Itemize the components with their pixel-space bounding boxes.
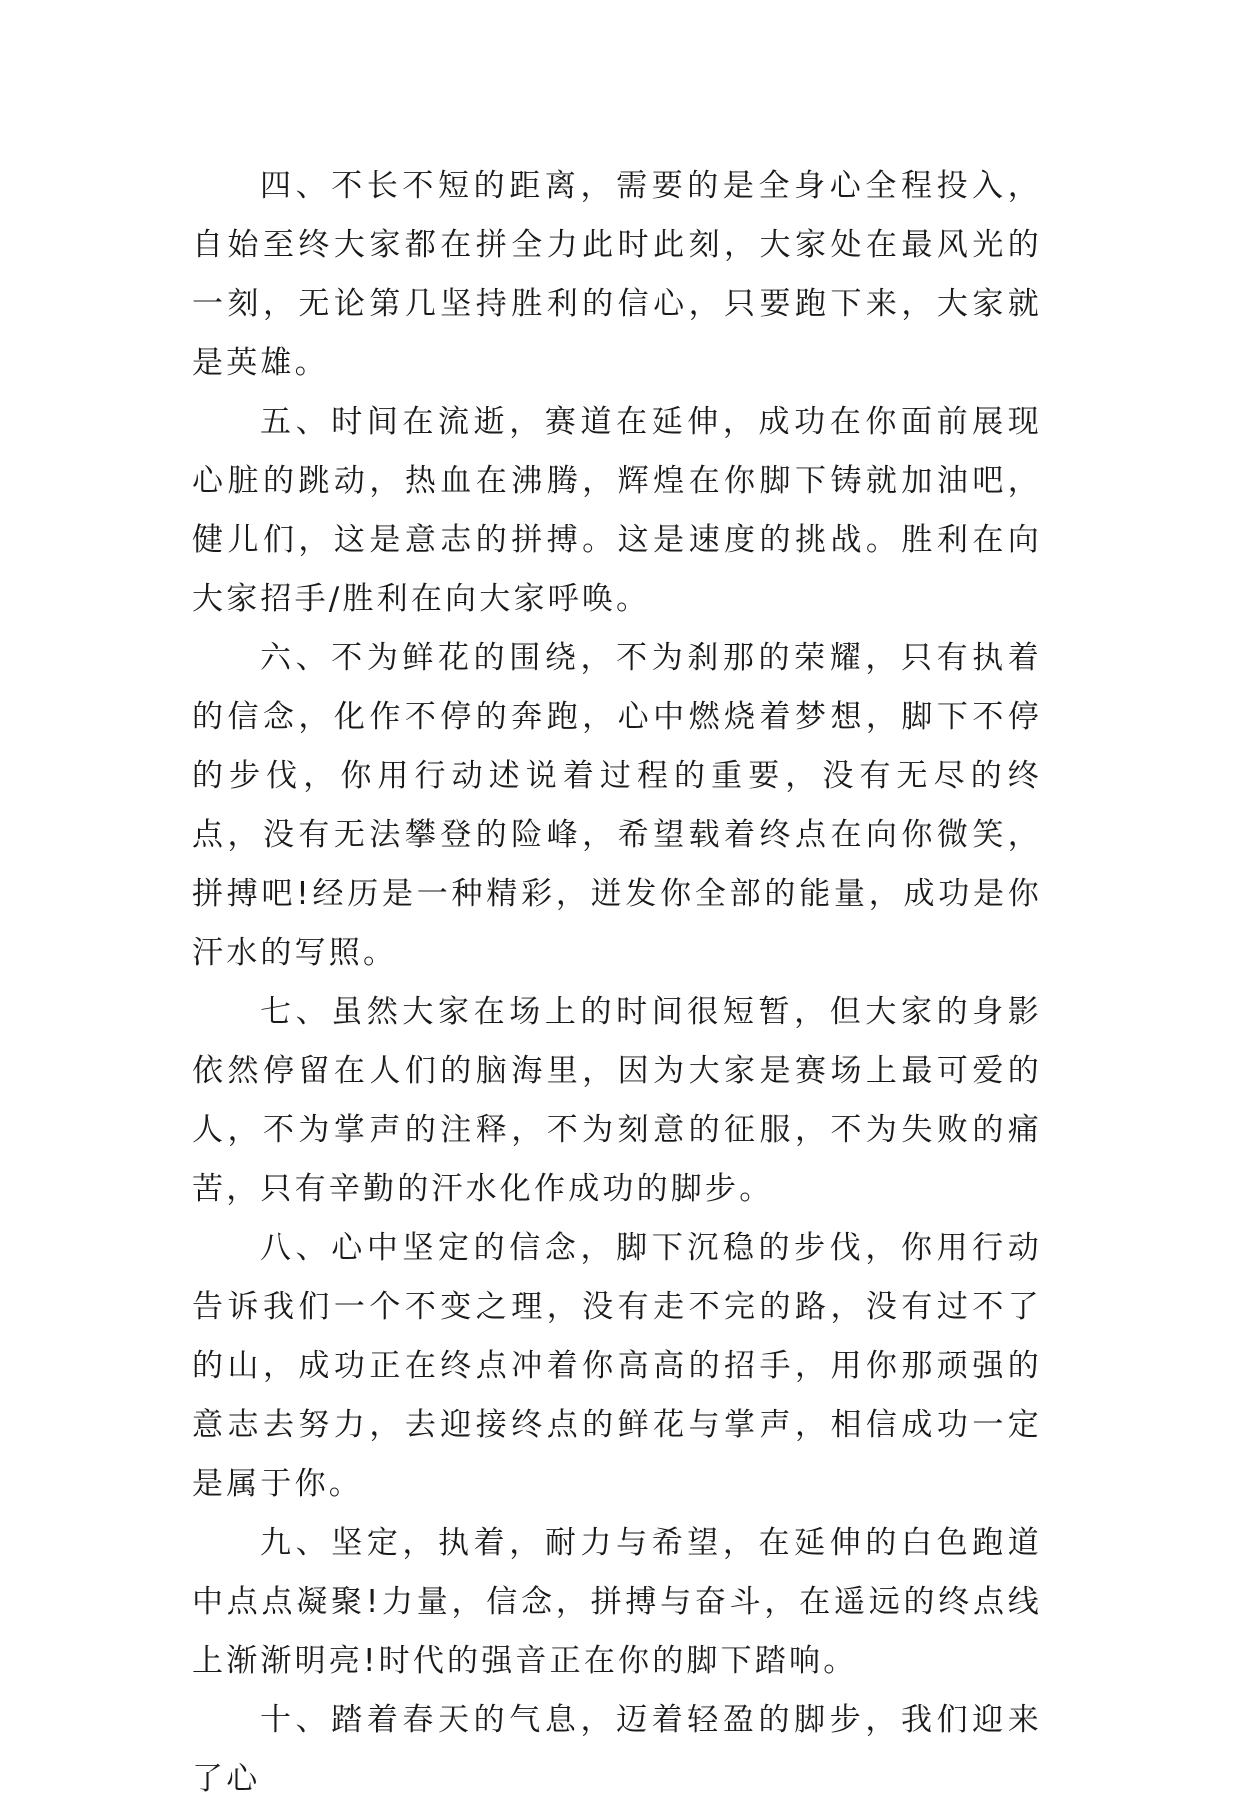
paragraph-8: 八、心中坚定的信念，脚下沉稳的步伐，你用行动告诉我们一个不变之理，没有走不完的路，没有过不了的山，成功正在终点冲着你高高的招手，用你那顽强的意志去努力，去迎接终点的鲜花与掌声，相信成功一定是属于你。 (192, 1230, 1042, 1502)
paragraph-10: 十、踏着春天的气息，迈着轻盈的脚步，我们迎来了心 (192, 1702, 1042, 1797)
paragraph-7: 七、虽然大家在场上的时间很短暂，但大家的身影依然停留在人们的脑海里，因为大家是赛场上最可爱的人，不为掌声的注释，不为刻意的征服，不为失败的痛苦，只有辛勤的汗水化作成功的脚步。 (192, 994, 1042, 1207)
paragraph-9: 九、坚定，执着，耐力与希望，在延伸的白色跑道中点点凝聚!力量，信念，拼搏与奋斗，在遥远的终点线上渐渐明亮!时代的强音正在你的脚下踏响。 (192, 1525, 1042, 1679)
paragraph-6: 六、不为鲜花的围绕，不为刹那的荣耀，只有执着的信念，化作不停的奔跑，心中燃烧着梦想，脚下不停的步伐，你用行动述说着过程的重要，没有无尽的终点，没有无法攀登的险峰，希望载着终点在向你微笑，拼搏吧!经历是一种精彩，迸发你全部的能量，成功是你汗水的写照。 (192, 640, 1042, 971)
paragraph-4: 四、不长不短的距离，需要的是全身心全程投入，自始至终大家都在拼全力此时此刻，大家处在最风光的一刻，无论第几坚持胜利的信心，只要跑下来，大家就是英雄。 (192, 168, 1042, 381)
paragraph-5: 五、时间在流逝，赛道在延伸，成功在你面前展现心脏的跳动，热血在沸腾，辉煌在你脚下铸就加油吧，健儿们，这是意志的拼搏。这是速度的挑战。胜利在向大家招手/胜利在向大家呼唤。 (192, 404, 1042, 617)
document-body (192, 157, 1042, 1809)
